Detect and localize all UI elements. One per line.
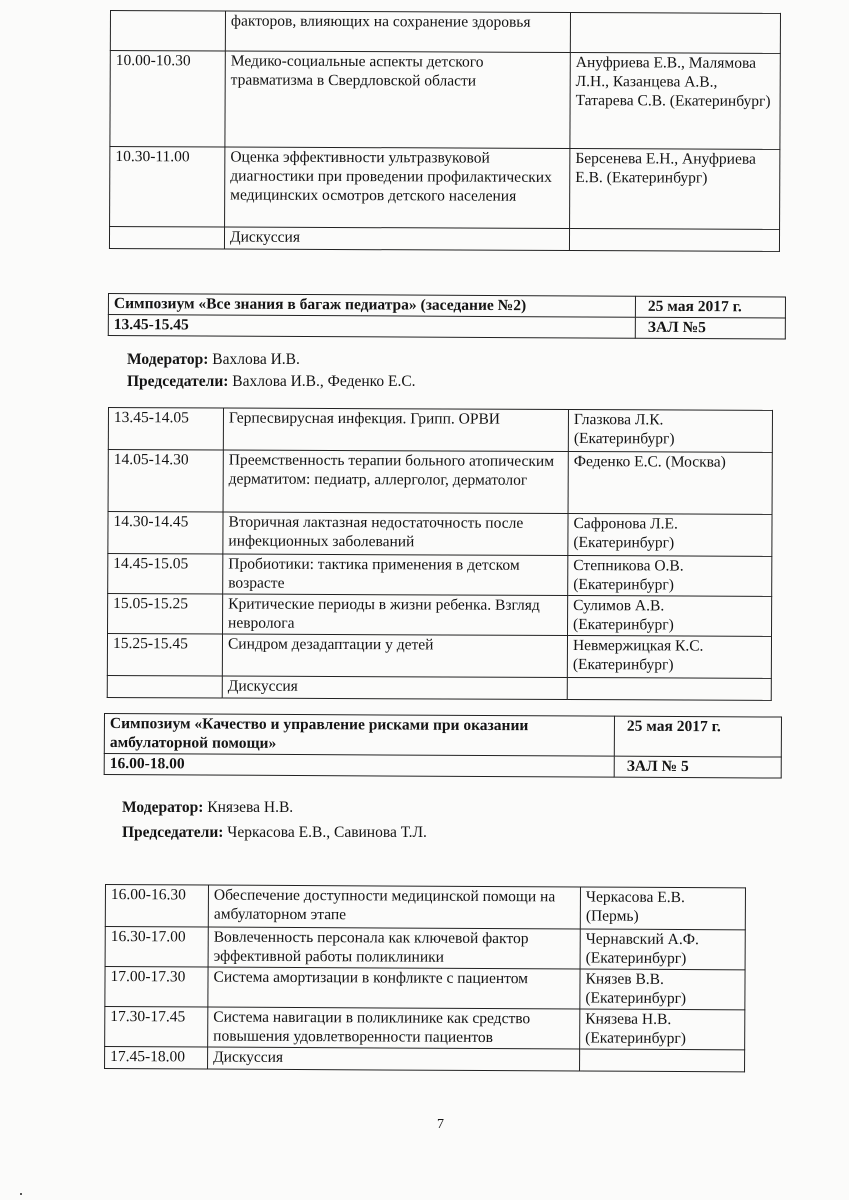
topic-cell: Герпесвирусная инфекция. Грипп. ОРВИ	[223, 408, 568, 452]
symposium-2-header	[104, 713, 782, 779]
speaker-cell: Глазкова Л.К. (Екатеринбург)	[568, 410, 772, 453]
table-row	[108, 450, 772, 515]
chairs-names: Черкасова Е.В., Савинова Т.Л.	[227, 824, 427, 841]
symposium-time: 13.45-15.45	[108, 315, 635, 339]
time-cell: 16.00-16.30	[105, 885, 208, 928]
symposium-title: Симпозиум «Все знания в багаж педиатра» (заседание №2)	[108, 294, 635, 318]
topic-cell: Синдром дезадаптации у детей	[222, 634, 567, 678]
table-row	[105, 885, 745, 930]
table-row	[108, 512, 772, 557]
topic-cell: Система навигации в поликлинике как средство повышения удовлетворенности пациентов	[208, 1007, 580, 1049]
chairs-label: Председатели:	[122, 824, 224, 841]
time-cell: 15.25-15.45	[107, 634, 222, 677]
time-cell	[110, 11, 225, 52]
symposium-time: 16.00-18.00	[104, 754, 614, 778]
topic-cell: факторов, влияющих на сохранение здоровья	[225, 11, 570, 53]
time-cell: 17.00-17.30	[105, 967, 208, 1008]
program-table-morning	[109, 10, 781, 252]
topic-cell: Медико-социальные аспекты детского травматизма в Свердловской области	[225, 51, 570, 149]
time-cell: 10.30-11.00	[110, 147, 225, 228]
chairs-label: Председатели:	[127, 373, 229, 390]
table-row	[107, 675, 771, 700]
topic-cell: Обеспечение доступности медицинской помощи на амбулаторном этапе	[208, 885, 580, 929]
time-cell: 10.00-10.30	[110, 51, 225, 148]
moderator-line	[127, 351, 300, 369]
topic-cell: Дискуссия	[208, 1047, 580, 1071]
topic-cell: Пробиотики: тактика применения в детском возрасте	[223, 554, 568, 596]
time-cell: 14.30-14.45	[108, 512, 223, 555]
speaker-cell: Князева Н.В. (Екатеринбург)	[580, 1009, 745, 1050]
time-cell	[109, 227, 224, 250]
table-row	[105, 967, 745, 1010]
symposium-title: Симпозиум «Качество и управление рисками при оказании амбулаторной помощи»	[104, 714, 614, 757]
symposium-hall: ЗАЛ №5	[635, 317, 785, 339]
table-row	[108, 594, 772, 637]
page-number: 7	[437, 1117, 444, 1132]
topic-cell: Система амортизации в конфликте с пациентом	[208, 967, 580, 1009]
topic-cell: Дискуссия	[222, 676, 567, 700]
table-row	[108, 554, 772, 597]
speaker-cell	[567, 678, 771, 701]
speaker-cell: Чернавский А.Ф. (Екатеринбург)	[580, 929, 745, 970]
speaker-cell	[570, 13, 780, 54]
table-row	[107, 634, 771, 679]
time-cell: 17.45-18.00	[105, 1047, 208, 1070]
symposium-date: 25 мая 2017 г.	[635, 296, 785, 318]
time-cell: 14.05-14.30	[108, 450, 223, 513]
table-row	[109, 227, 779, 252]
moderator-line	[122, 799, 293, 817]
table-row	[108, 408, 772, 453]
speaker-cell: Невмержицкая К.С. (Екатеринбург)	[567, 636, 771, 679]
speaker-cell: Князев В.В. (Екатеринбург)	[580, 969, 745, 1010]
time-cell	[107, 675, 222, 698]
program-table-symposium-1	[107, 407, 773, 701]
symposium-date: 25 мая 2017 г.	[614, 716, 781, 757]
table-row	[110, 51, 780, 150]
chairs-line	[127, 373, 416, 391]
speaker-cell: Феденко Е.С. (Москва)	[568, 452, 772, 515]
speaker-cell: Сулимов А.В. (Екатеринбург)	[568, 596, 772, 637]
topic-cell: Вторичная лактазная недостаточность после инфекционных заболеваний	[223, 512, 568, 556]
topic-cell: Вовлеченность персонала как ключевой фактор эффективной работы поликлиники	[208, 927, 580, 969]
program-table-symposium-2	[104, 884, 746, 1072]
topic-cell: Оценка эффективности ультразвуковой диагностики при проведении профилактических медицинских осмотров детского населения	[225, 147, 570, 229]
time-cell: 16.30-17.00	[105, 927, 208, 968]
time-cell: 14.45-15.05	[108, 554, 223, 595]
table-row	[110, 11, 780, 54]
scan-speck	[20, 1193, 22, 1195]
symposium-hall: ЗАЛ № 5	[614, 756, 781, 778]
speaker-cell: Ануфриева Е.В., Малямова Л.Н., Казанцева А.В., Татарева С.В. (Екатеринбург)	[570, 53, 780, 150]
topic-cell: Критические периоды в жизни ребенка. Взгляд невролога	[223, 594, 568, 636]
moderator-name: Князева Н.В.	[207, 799, 294, 816]
time-cell: 15.05-15.25	[108, 594, 223, 635]
time-cell: 13.45-14.05	[108, 408, 223, 451]
moderator-label: Модератор:	[122, 799, 204, 816]
speaker-cell: Сафронова Л.Е. (Екатеринбург)	[568, 514, 772, 557]
topic-cell: Преемственность терапии больного атопическим дерматитом: педиатр, аллерголог, дерматолог	[223, 450, 568, 514]
speaker-cell	[569, 229, 779, 252]
table-row	[105, 1007, 745, 1050]
table-row	[105, 1047, 745, 1072]
symposium-1-header	[108, 293, 786, 340]
table-row	[105, 927, 745, 970]
moderator-label: Модератор:	[127, 351, 209, 368]
topic-cell: Дискуссия	[224, 227, 569, 251]
speaker-cell: Степникова О.В. (Екатеринбург)	[568, 556, 772, 597]
time-cell: 17.30-17.45	[105, 1007, 208, 1048]
speaker-cell: Берсенева Е.Н., Ануфриева Е.В. (Екатеринбург)	[570, 149, 780, 230]
moderator-name: Вахлова И.В.	[212, 351, 300, 368]
chairs-line	[122, 824, 427, 842]
speaker-cell: Черкасова Е.В. (Пермь)	[580, 887, 745, 930]
chairs-names: Вахлова И.В., Феденко Е.С.	[232, 373, 416, 390]
speaker-cell	[580, 1049, 745, 1072]
table-row	[110, 147, 780, 230]
